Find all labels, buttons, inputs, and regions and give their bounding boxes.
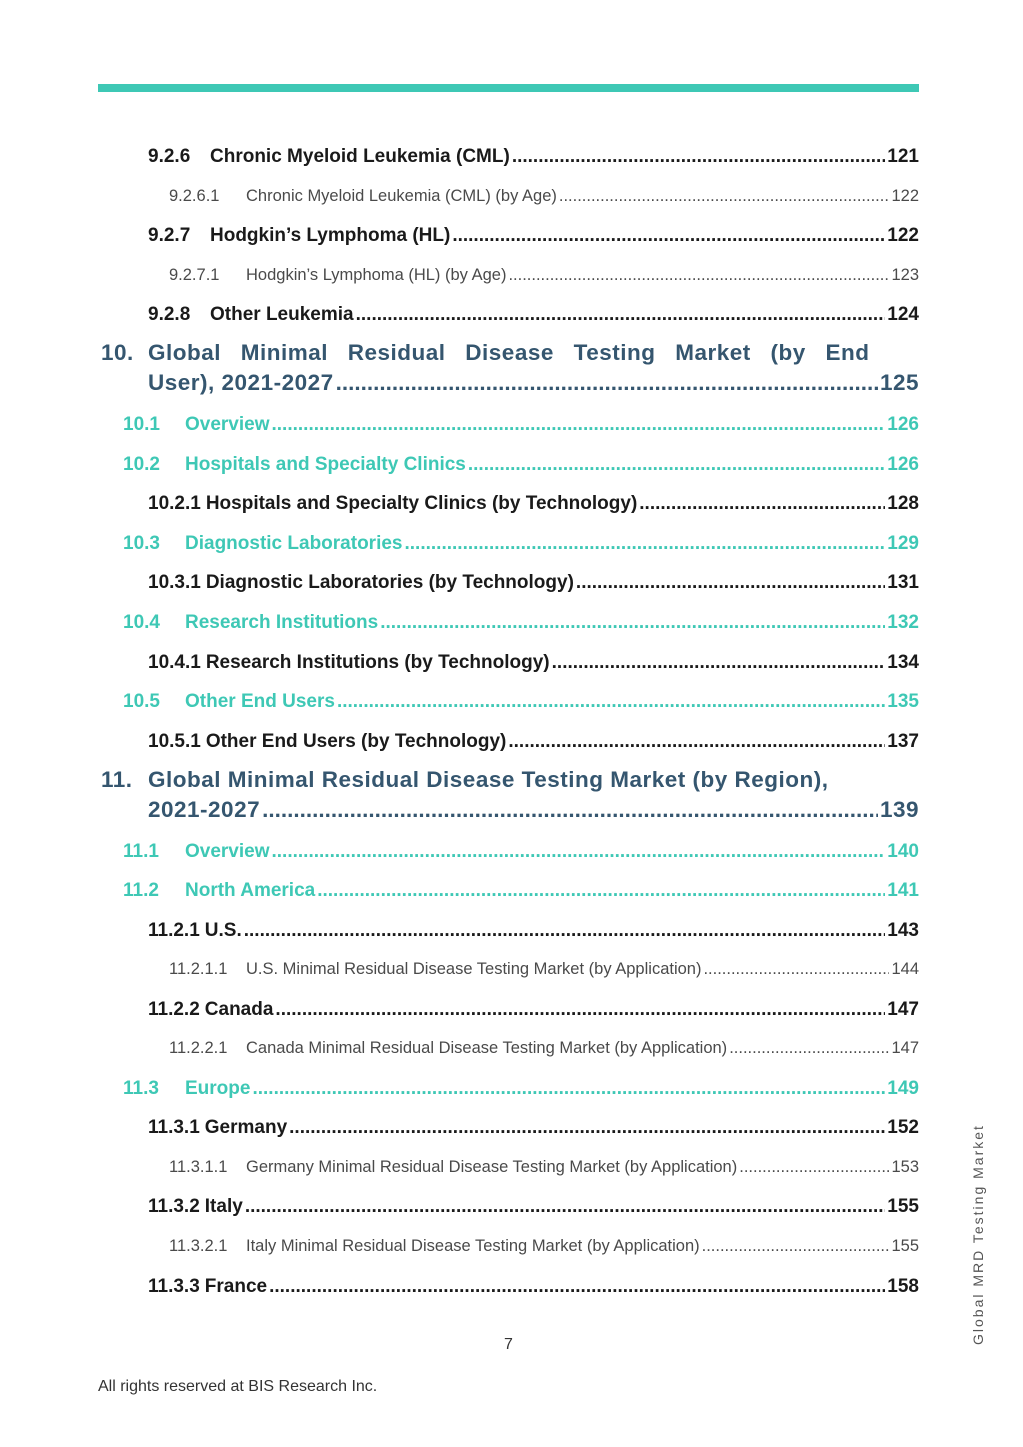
toc-entry-title: Other Leukemia — [210, 304, 354, 325]
toc-entry-number: 10.5.1 — [148, 731, 201, 752]
toc-entry-page: 128 — [887, 493, 919, 514]
toc-entry-title: Diagnostic Laboratories — [185, 533, 403, 554]
toc-entry-page: 121 — [887, 146, 919, 167]
toc-entry-11-2[interactable] — [123, 880, 919, 902]
toc-entry-number: 11.2.1.1 — [169, 960, 228, 978]
toc-entry-page: 129 — [887, 533, 919, 554]
toc-chapter-10-heading[interactable] — [101, 340, 869, 366]
dot-leader — [405, 533, 886, 555]
toc-entry-page: 126 — [887, 414, 919, 435]
dot-leader — [639, 493, 885, 515]
toc-entry-page: 126 — [887, 454, 919, 475]
toc-entry-page: 139 — [879, 797, 919, 822]
toc-entry-title: Research Institutions — [185, 612, 379, 633]
toc-entry-page: 134 — [887, 652, 919, 673]
toc-entry-number: 11.3.2 — [148, 1196, 200, 1217]
toc-entry-title: Diagnostic Laboratories (by Technology) — [205, 572, 574, 593]
toc-entry-number: 11.2.1 — [148, 920, 200, 941]
toc-entry-11-2-2-1[interactable] — [169, 1039, 919, 1058]
toc-entry-number: 10.1 — [123, 414, 160, 435]
toc-entry-title: Italy Minimal Residual Disease Testing Market (by Application) — [246, 1237, 700, 1255]
toc-entry-number: 10.3.1 — [148, 572, 201, 593]
toc-entry-11-3-3[interactable] — [148, 1276, 919, 1298]
toc-entry-10-2[interactable] — [123, 454, 919, 476]
toc-chapter-number: 10. — [101, 340, 134, 365]
toc-entry-number: 9.2.7 — [148, 225, 191, 246]
toc-chapter-number: 11. — [101, 767, 133, 792]
dot-leader — [508, 731, 885, 753]
dot-leader — [245, 1196, 885, 1218]
toc-entry-number: 11.3.1.1 — [169, 1158, 228, 1176]
toc-entry-title: Canada — [204, 999, 274, 1020]
side-running-title: Global MRD Testing Market — [970, 1124, 986, 1345]
toc-entry-11-3-1[interactable] — [148, 1117, 919, 1139]
toc-entry-number: 11.3.1 — [148, 1117, 200, 1138]
toc-entry-title: Europe — [185, 1078, 251, 1099]
toc-entry-page: 141 — [887, 880, 919, 901]
toc-entry-title: Canada Minimal Residual Disease Testing Market (by Application) — [246, 1039, 728, 1057]
toc-entry-11-3[interactable] — [123, 1078, 919, 1100]
dot-leader — [729, 1039, 889, 1058]
toc-entry-10-1[interactable] — [123, 414, 919, 436]
toc-entry-number: 11.2.2.1 — [169, 1039, 228, 1057]
toc-entry-title: Chronic Myeloid Leukemia (CML) (by Age) — [246, 187, 557, 205]
page-number: 7 — [504, 1336, 513, 1353]
toc-entry-title: Hodgkin’s Lymphoma (HL) — [210, 225, 451, 246]
toc-entry-9-2-8[interactable] — [148, 304, 919, 326]
dot-leader — [356, 304, 886, 326]
dot-leader — [275, 999, 885, 1021]
toc-entry-9-2-7-1[interactable] — [169, 266, 919, 285]
toc-entry-number: 11.3.3 — [148, 1276, 200, 1297]
toc-entry-number: 10.2 — [123, 454, 160, 475]
dot-leader — [272, 841, 886, 863]
dot-leader — [269, 1276, 885, 1298]
toc-entry-title: Overview — [185, 414, 270, 435]
toc-entry-title: U.S. Minimal Residual Disease Testing Market (by Application) — [246, 960, 702, 978]
dot-leader — [289, 1117, 885, 1139]
toc-entry-title: Germany — [204, 1117, 288, 1138]
dot-leader — [512, 146, 885, 168]
toc-entry-9-2-6-1[interactable] — [169, 187, 919, 206]
toc-entry-page: 144 — [891, 960, 919, 978]
toc-entry-page: 125 — [879, 370, 919, 395]
toc-entry-number: 9.2.7.1 — [169, 266, 220, 284]
toc-entry-page: 122 — [887, 225, 919, 246]
toc-entry-title: Other End Users — [185, 691, 335, 712]
dot-leader — [380, 612, 885, 634]
toc-entry-number: 10.4 — [123, 612, 160, 633]
dot-leader — [576, 572, 885, 594]
dot-leader — [703, 960, 889, 979]
toc-entry-title: Hospitals and Specialty Clinics (by Technology) — [205, 493, 638, 514]
toc-entry-number: 9.2.6 — [148, 146, 191, 167]
toc-entry-title: Hospitals and Specialty Clinics — [185, 454, 466, 475]
toc-entry-title: Chronic Myeloid Leukemia (CML) — [210, 146, 510, 167]
toc-entry-10-4-1[interactable] — [148, 652, 919, 674]
toc-entry-number: 11.3.2.1 — [169, 1237, 228, 1255]
toc-entry-page: 131 — [887, 572, 919, 593]
dot-leader — [702, 1237, 890, 1256]
toc-entry-10-2-1[interactable] — [148, 493, 919, 515]
toc-entry-page: 155 — [891, 1237, 919, 1255]
toc-entry-title: Germany Minimal Residual Disease Testing Market (by Application) — [246, 1158, 738, 1176]
toc-entry-page: 152 — [887, 1117, 919, 1138]
toc-entry-11-1[interactable] — [123, 841, 919, 863]
toc-chapter-11-line2[interactable] — [148, 797, 919, 823]
dot-leader — [252, 1078, 885, 1100]
toc-entry-10-3-1[interactable] — [148, 572, 919, 594]
toc-entry-page: 143 — [887, 920, 919, 941]
toc-chapter-title-line1: Global Minimal Residual Disease Testing Market (by Region), — [148, 767, 829, 792]
toc-entry-11-2-2[interactable] — [148, 999, 919, 1021]
toc-entry-10-5[interactable] — [123, 691, 919, 713]
toc-entry-11-3-2-1[interactable] — [169, 1237, 919, 1256]
toc-entry-title: Research Institutions (by Technology) — [205, 652, 550, 673]
toc-entry-page: 147 — [891, 1039, 919, 1057]
toc-entry-number: 9.2.6.1 — [169, 187, 220, 205]
toc-entry-number: 11.2 — [123, 880, 159, 901]
toc-entry-title: Hodgkin’s Lymphoma (HL) (by Age) — [246, 266, 507, 284]
toc-entry-title: Other End Users (by Technology) — [205, 731, 507, 752]
dot-leader — [317, 880, 885, 902]
toc-entry-11-2-1-1[interactable] — [169, 960, 919, 979]
toc-entry-9-2-7[interactable] — [148, 225, 919, 247]
toc-entry-11-3-1-1[interactable] — [169, 1158, 919, 1177]
toc-entry-10-4[interactable] — [123, 612, 919, 634]
toc-entry-page: 137 — [887, 731, 919, 752]
toc-entry-title: North America — [185, 880, 316, 901]
toc-chapter-title-line1: Global Minimal Residual Disease Testing Market (by End — [148, 340, 870, 365]
toc-entry-title: U.S. — [204, 920, 242, 941]
toc-chapter-title-line2: 2021-2027 — [148, 797, 261, 822]
dot-leader — [552, 652, 886, 674]
dot-leader — [244, 920, 886, 942]
toc-entry-number: 11.2.2 — [148, 999, 200, 1020]
toc-entry-title: France — [204, 1276, 268, 1297]
toc-entry-page: 122 — [891, 187, 919, 205]
toc-entry-number: 9.2.8 — [148, 304, 191, 325]
toc-entry-10-3[interactable] — [123, 533, 919, 555]
toc-entry-number: 10.2.1 — [148, 493, 201, 514]
toc-entry-number: 11.1 — [123, 841, 159, 862]
toc-entry-title: Overview — [185, 841, 270, 862]
dot-leader — [262, 797, 878, 823]
dot-leader — [559, 187, 890, 206]
toc-entry-page: 147 — [887, 999, 919, 1020]
toc-entry-page: 132 — [887, 612, 919, 633]
toc-entry-number: 10.3 — [123, 533, 160, 554]
dot-leader — [452, 225, 885, 247]
toc-entry-page: 155 — [887, 1196, 919, 1217]
dot-leader — [272, 414, 886, 436]
toc-entry-number: 11.3 — [123, 1078, 159, 1099]
toc-entry-page: 124 — [887, 304, 919, 325]
toc-entry-page: 153 — [891, 1158, 919, 1176]
toc-chapter-title-line2: User), 2021-2027 — [148, 370, 334, 395]
dot-leader — [336, 370, 878, 396]
copyright-footer: All rights reserved at BIS Research Inc. — [98, 1378, 378, 1395]
toc-entry-title: Italy — [204, 1196, 243, 1217]
toc-entry-page: 158 — [887, 1276, 919, 1297]
toc-entry-page: 149 — [887, 1078, 919, 1099]
toc-chapter-10-line2[interactable] — [148, 370, 919, 396]
toc-entry-number: 10.4.1 — [148, 652, 201, 673]
toc-entry-11-2-1[interactable] — [148, 920, 919, 942]
toc-entry-page: 135 — [887, 691, 919, 712]
dot-leader — [337, 691, 885, 713]
toc-entry-number: 10.5 — [123, 691, 160, 712]
toc-entry-page: 123 — [891, 266, 919, 284]
toc-chapter-11-heading[interactable] — [101, 767, 828, 793]
dot-leader — [508, 266, 889, 285]
toc-entry-10-5-1[interactable] — [148, 731, 919, 753]
toc-entry-9-2-6[interactable] — [148, 146, 919, 168]
dot-leader — [739, 1158, 889, 1177]
toc-entry-11-3-2[interactable] — [148, 1196, 919, 1218]
toc-entry-page: 140 — [887, 841, 919, 862]
dot-leader — [468, 454, 885, 476]
